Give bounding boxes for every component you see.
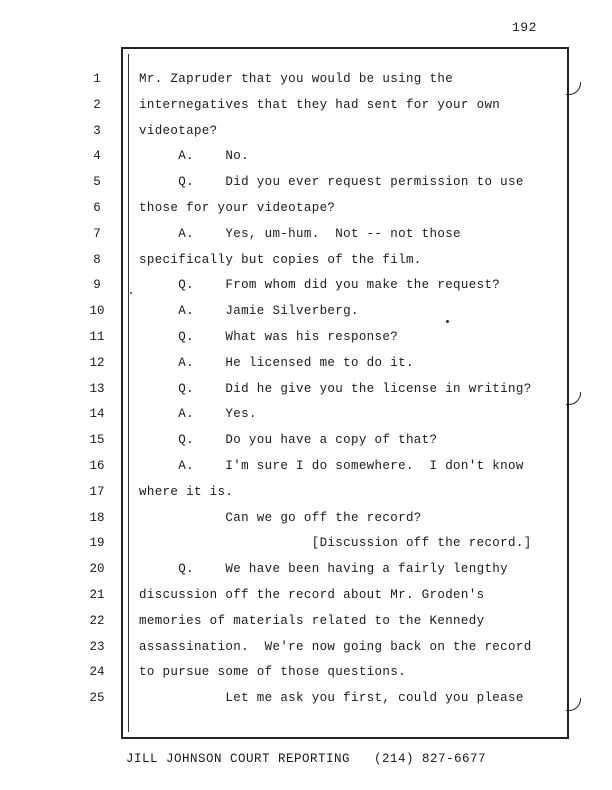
transcript-line: Q. Do you have a copy of that? xyxy=(139,433,438,448)
transcript-line: A. No. xyxy=(139,149,249,164)
line-number: 19 xyxy=(89,536,105,551)
transcript-line: A. Jamie Silverberg. xyxy=(139,304,359,319)
line-number: 1 xyxy=(93,72,101,86)
page-number: 192 xyxy=(512,20,537,35)
line-number: 3 xyxy=(93,123,101,138)
line-number: 21 xyxy=(89,588,105,602)
transcript-line: A. I'm sure I do somewhere. I don't know xyxy=(139,459,524,473)
line-number: 9 xyxy=(93,278,101,293)
transcript-line: Mr. Zapruder that you would be using the xyxy=(139,72,454,86)
line-number: 20 xyxy=(89,562,105,577)
line-number: 18 xyxy=(89,510,105,525)
line-number: 16 xyxy=(89,459,105,473)
line-number: 5 xyxy=(93,175,101,190)
line-number: 2 xyxy=(93,97,101,112)
line-number: 12 xyxy=(89,355,105,370)
transcript-line: Q. Did he give you the license in writing? xyxy=(139,381,532,396)
transcript-line: where it is. xyxy=(139,484,234,499)
line-number: 14 xyxy=(89,407,105,422)
transcript-line: [Discussion off the record.] xyxy=(139,536,532,551)
transcript-line: Let me ask you first, could you please xyxy=(139,691,524,706)
line-number: 7 xyxy=(93,226,101,241)
transcript-line: discussion off the record about Mr. Groden's xyxy=(139,588,485,602)
speck-mark xyxy=(130,292,132,294)
transcript-line: Q. We have been having a fairly lengthy xyxy=(139,562,509,577)
line-number: 4 xyxy=(93,149,101,164)
transcript-line: those for your videotape? xyxy=(139,201,336,215)
transcript-line: Can we go off the record? xyxy=(139,510,422,525)
transcript-line: A. Yes. xyxy=(139,407,257,422)
line-number: 25 xyxy=(89,691,105,706)
speck-mark xyxy=(446,320,449,323)
transcript-line: videotape? xyxy=(139,123,218,138)
transcript-line: Q. Did you ever request permission to use xyxy=(139,175,524,190)
transcript-line: A. He licensed me to do it. xyxy=(139,355,414,370)
transcript-line: Q. From whom did you make the request? xyxy=(139,278,501,293)
line-number: 11 xyxy=(89,330,105,344)
margin-rule xyxy=(128,54,129,732)
transcript-line: memories of materials related to the Kennedy xyxy=(139,613,485,628)
line-number: 15 xyxy=(89,433,105,448)
transcript-line: A. Yes, um-hum. Not -- not those xyxy=(139,226,461,241)
transcript-line: to pursue some of those questions. xyxy=(139,665,406,680)
footer-reporter: JILL JOHNSON COURT REPORTING (214) 827-6677 xyxy=(125,752,487,766)
transcript-line: specifically but copies of the film. xyxy=(139,252,422,267)
line-number: 13 xyxy=(89,381,105,396)
line-number: 10 xyxy=(89,304,105,319)
line-number: 6 xyxy=(93,201,101,215)
line-number: 17 xyxy=(89,484,105,499)
binding-mark xyxy=(566,392,581,405)
line-number: 8 xyxy=(93,252,101,267)
transcript-line: internegatives that they had sent for your own xyxy=(139,97,501,112)
line-number: 22 xyxy=(89,613,105,628)
binding-mark xyxy=(566,82,581,95)
transcript-line: Q. What was his response? xyxy=(139,330,399,344)
line-number: 24 xyxy=(89,665,105,680)
transcript-line: assassination. We're now going back on the record xyxy=(139,639,532,654)
binding-mark xyxy=(566,698,581,711)
line-number: 23 xyxy=(89,639,105,654)
